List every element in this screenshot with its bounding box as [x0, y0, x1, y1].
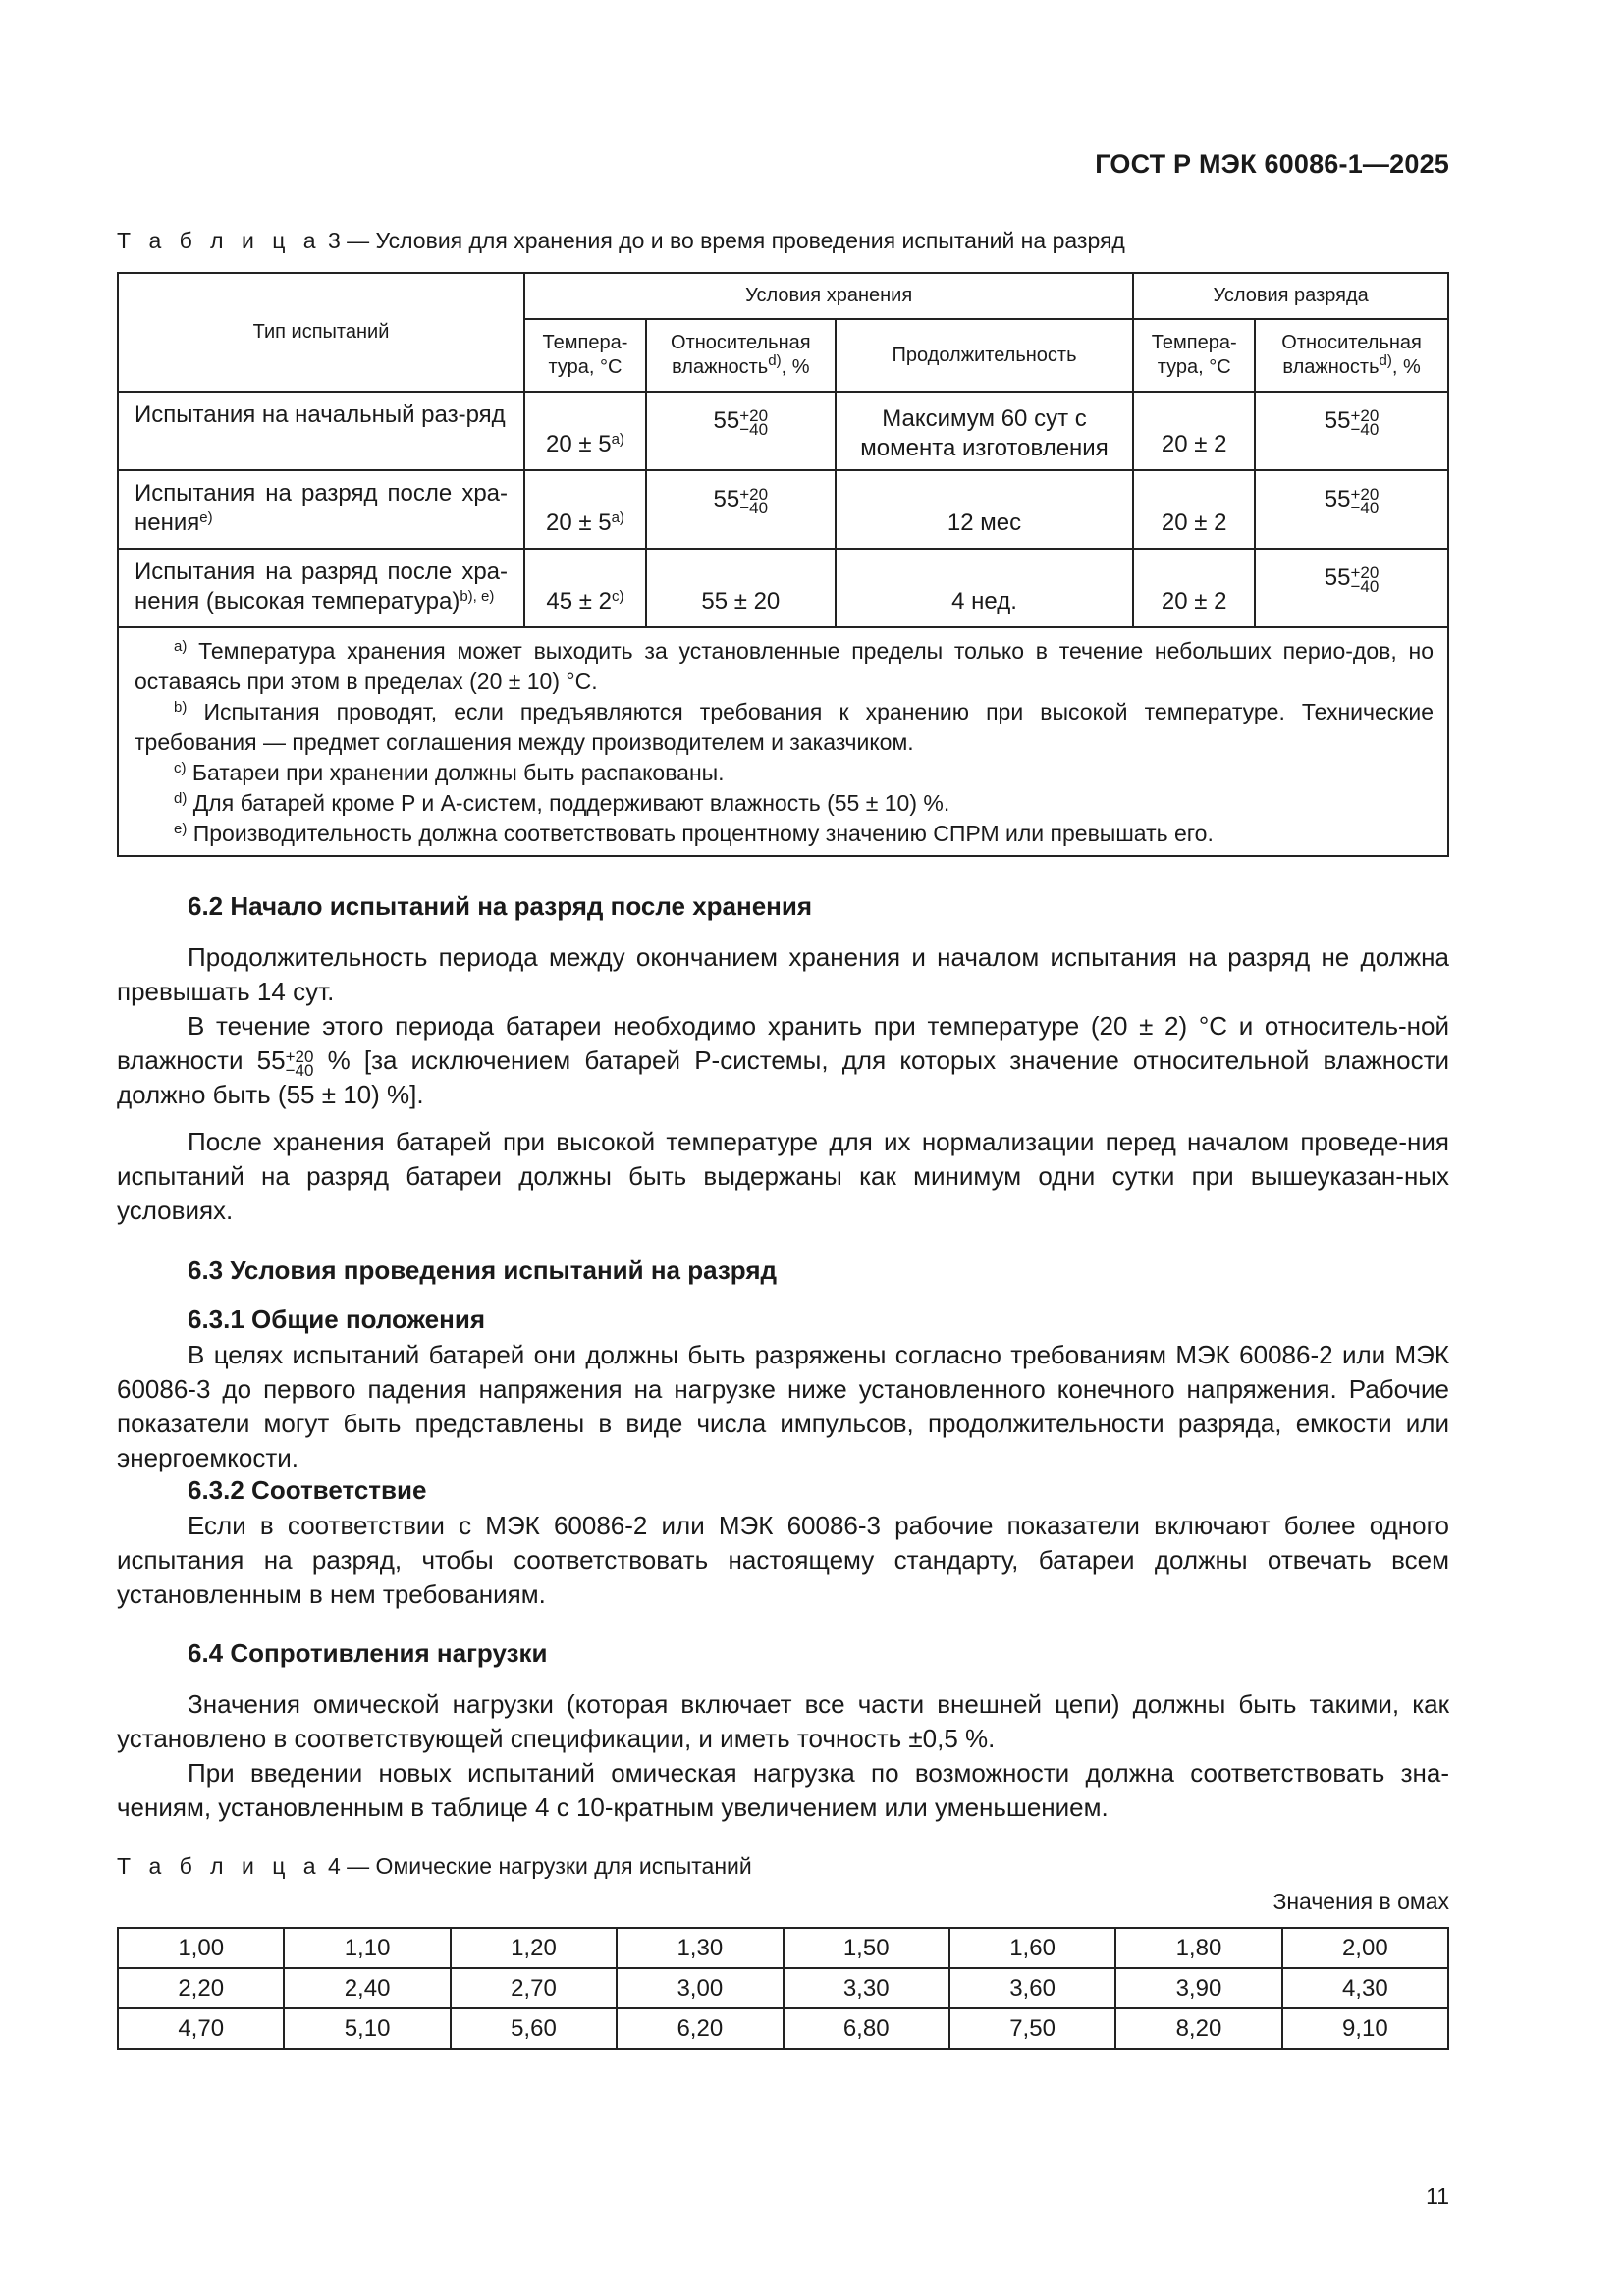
humidity-note: d) — [1379, 352, 1392, 369]
table-cell: 4,70 — [118, 2008, 284, 2049]
table-cell: 5,10 — [284, 2008, 450, 2049]
paragraph: В целях испытаний батарей они должны быть разряжены согласно требованиям МЭК 60086-2 или МЭК 60086-3 до первого падения напряжения на нагрузке ниже установленного конечного напряжения. Рабочие показатели могут быть представлены в виде числа импульсов, продолжительности разряда, емкости или энергоемкости. — [117, 1340, 1449, 1472]
row-test-name: Испытания на разряд после хра-нения$^{e)}$ — [118, 470, 524, 549]
table-cell: 9,10 — [1282, 2008, 1448, 2049]
table-cell: 1,80 — [1115, 1928, 1281, 1968]
header-discharge-humidity — [1255, 319, 1448, 392]
table-cell: 3,60 — [949, 1968, 1115, 2008]
table-cell: 3,30 — [784, 1968, 949, 2008]
row-discharge-humidity: 55 +20 −40 — [1255, 470, 1448, 549]
humidity-unit: , % — [1391, 356, 1421, 378]
heading-6-3-2: 6.3.2 Соответствие — [188, 1475, 427, 1505]
paragraph: После хранения батарей при высокой температуре для их нормализации перед началом проведе-ния испытаний на разряд батареи должны быть выдержаны как минимум одни сутки при вышеуказан-ных условиях. — [117, 1127, 1449, 1225]
table-row — [118, 549, 1448, 627]
row-storage-temp: $20 \pm 5^{a)}$ — [524, 470, 646, 549]
humidity-label: Относительная влажность — [671, 332, 811, 378]
table-cell: 3,00 — [617, 1968, 783, 2008]
row-storage-humidity: 55 +20 −40 — [646, 470, 836, 549]
table-cell: 1,20 — [451, 1928, 617, 1968]
table-cell: 2,00 — [1282, 1928, 1448, 1968]
page-number: 11 — [1426, 2183, 1449, 2209]
row-discharge-humidity: 55 +20 −40 — [1255, 549, 1448, 627]
header-discharge-temp: Темпера-тура, °С — [1133, 319, 1255, 392]
note-c: $^{c)}$ Батареи при хранении должны быть распакованы. — [174, 760, 725, 785]
table-cell: 6,20 — [617, 2008, 783, 2049]
table-row — [118, 2008, 1448, 2049]
heading-6-2: 6.2 Начало испытаний на разряд после хранения — [188, 891, 813, 921]
header-duration: Продолжительность — [836, 319, 1134, 392]
table-cell: 1,60 — [949, 1928, 1115, 1968]
table-cell: 1,50 — [784, 1928, 949, 1968]
heading-6-4: 6.4 Сопротивления нагрузки — [188, 1638, 548, 1668]
heading-6-3-1: 6.3.1 Общие положения — [188, 1305, 485, 1334]
header-test-type: Тип испытаний — [118, 273, 524, 392]
note-b: $^{b)}$ Испытания проводят, если предъявляются требования к хранению при высокой температуре. Технические требования — предмет соглашения между производителем и заказчиком. — [135, 699, 1434, 755]
row-discharge-temp: 20 ± 2 — [1133, 392, 1255, 470]
table-cell: 6,80 — [784, 2008, 949, 2049]
paragraph: При введении новых испытаний омическая нагрузка по возможности должна соответствовать зна-чениям, установленным в таблице 4 с 10-кратным увеличением или уменьшением. — [117, 1758, 1449, 1822]
row-storage-temp: $45 \pm 2^{c)}$ — [524, 549, 646, 627]
table4-caption — [117, 1853, 752, 1880]
row-test-name: Испытания на разряд после хра-нения (высокая температура)$^{b), e)}$ — [118, 549, 524, 627]
table-row — [118, 470, 1448, 549]
header-storage-temp: Темпера-тура, °С — [524, 319, 646, 392]
table-cell: 2,20 — [118, 1968, 284, 2008]
table-row — [118, 392, 1448, 470]
row-storage-humidity: 55 ± 20 — [646, 549, 836, 627]
resistance-values-table — [117, 1927, 1449, 2050]
table3-caption — [117, 228, 1125, 254]
note-a: $^{a)}$ Температура хранения может выходить за установленные пределы только в течение небольших перио-дов, но оставаясь при этом в пределах (20 ± 10) °С. — [135, 638, 1434, 694]
note-e: $^{e)}$ Производительность должна соответствовать процентному значению СПРМ или превышать его. — [174, 821, 1214, 846]
row-test-name: Испытания на начальный раз-ряд — [118, 392, 524, 470]
header-discharge-conditions: Условия разряда — [1133, 273, 1448, 319]
table-cell: 1,10 — [284, 1928, 450, 1968]
row-discharge-humidity: 55 +20 −40 — [1255, 392, 1448, 470]
table3-caption-text: 3 — Условия для хранения до и во время проведения испытаний на разряд — [327, 228, 1125, 253]
header-storage-conditions: Условия хранения — [524, 273, 1133, 319]
heading-6-3: 6.3 Условия проведения испытаний на разряд — [188, 1255, 778, 1285]
row-duration: Максимум 60 сут с момента изготовления — [836, 392, 1134, 470]
table4-caption-text: 4 — Омические нагрузки для испытаний — [327, 1853, 752, 1879]
table-cell: 8,20 — [1115, 2008, 1281, 2049]
table3-notes — [118, 627, 1448, 856]
paragraph: Продолжительность периода между окончанием хранения и началом испытания на разряд не должна превышать 14 сут. — [117, 942, 1449, 1006]
humidity-unit: , % — [781, 356, 810, 378]
table-cell: 1,30 — [617, 1928, 783, 1968]
table-cell: 3,90 — [1115, 1968, 1281, 2008]
note-d: $^{d)}$ Для батарей кроме P и A-систем, поддерживают влажность (55 ± 10) %. — [174, 790, 950, 816]
row-duration: 12 мес — [836, 470, 1134, 549]
table-cell: 1,00 — [118, 1928, 284, 1968]
row-duration: 4 нед. — [836, 549, 1134, 627]
table-cell: 2,40 — [284, 1968, 450, 2008]
row-discharge-temp: 20 ± 2 — [1133, 470, 1255, 549]
header-storage-humidity — [646, 319, 836, 392]
storage-conditions-table — [117, 272, 1449, 857]
paragraph: Если в соответствии с МЭК 60086-2 или МЭК 60086-3 рабочие показатели включают более одного испытания на разряд, чтобы соответствовать настоящему стандарту, батареи должны отвечать всем установленным в нем требованиям. — [117, 1511, 1449, 1609]
paragraph: В течение этого периода батареи необходимо хранить при температуре (20 ± 2) °С и относитель-ной влажности 55 +20 −40 % [за исключением батарей P-системы, для которых значение относительной влажности должно быть (55 ± 10) %]. — [117, 1011, 1449, 1109]
table3-caption-label: Т а б л и ц а — [117, 228, 322, 253]
table-row — [118, 1968, 1448, 2008]
table-row — [118, 1928, 1448, 1968]
table-cell: 7,50 — [949, 2008, 1115, 2049]
standard-number: ГОСТ Р МЭК 60086-1—2025 — [1095, 149, 1449, 179]
humidity-label: Относительная влажность — [1281, 332, 1422, 378]
table-cell: 5,60 — [451, 2008, 617, 2049]
table-cell: 2,70 — [451, 1968, 617, 2008]
paragraph: Значения омической нагрузки (которая включает все части внешней цепи) должны быть такими, как установлено в соответствующей спецификации, и иметь точность ±0,5 %. — [117, 1689, 1449, 1753]
table4-caption-label: Т а б л и ц а — [117, 1853, 322, 1879]
table-cell: 4,30 — [1282, 1968, 1448, 2008]
row-storage-temp: $20 \pm 5^{a)}$ — [524, 392, 646, 470]
humidity-note: d) — [768, 352, 782, 369]
row-storage-humidity: 55 +20 −40 — [646, 392, 836, 470]
table4-units: Значения в омах — [1272, 1889, 1449, 1914]
row-discharge-temp: 20 ± 2 — [1133, 549, 1255, 627]
